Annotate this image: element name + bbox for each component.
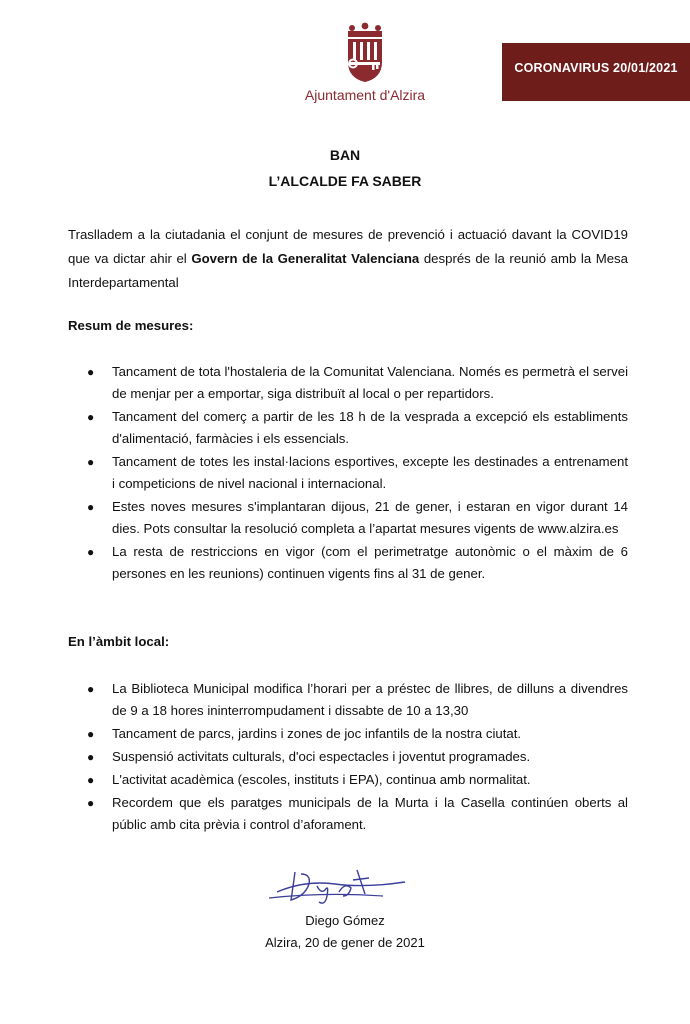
summary-heading: Resum de mesures: <box>68 318 194 333</box>
list-item <box>68 361 628 405</box>
bullet-icon: ● <box>87 455 95 469</box>
bullet-icon: ● <box>87 727 95 741</box>
intro-text-start: Traslladem a la ciutadania el conjunt de mesures de prevenció i actuació davant la COVID19 que va dictar ahir el <box>68 227 628 266</box>
list-item <box>68 496 628 540</box>
bullet-icon: ● <box>87 773 95 787</box>
list-item <box>68 792 628 836</box>
bullet-icon: ● <box>87 750 95 764</box>
signer-name: Diego Gómez <box>305 913 385 928</box>
list-item <box>68 541 628 585</box>
list-item-text: Tancament de parcs, jardins i zones de joc infantils de la nostra ciutat. <box>112 726 522 741</box>
local-heading: En l’àmbit local: <box>68 634 170 649</box>
place-and-date: Alzira, 20 de gener de 2021 <box>265 935 425 950</box>
bullet-icon: ● <box>87 796 95 810</box>
bullet-icon: ● <box>87 682 95 696</box>
list-item <box>68 406 628 450</box>
bullet-icon: ● <box>87 410 95 424</box>
list-item-text: Suspensió activitats culturals, d'oci espectacles i joventut programades. <box>112 749 531 764</box>
municipal-logo <box>300 22 430 112</box>
date-banner: CORONAVIRUS 20/01/2021 <box>502 43 690 101</box>
document-title: BAN <box>329 147 361 163</box>
intro-text-end: després de la reunió amb la Mesa Interdepartamental <box>68 251 628 290</box>
coat-of-arms-icon <box>320 22 410 84</box>
list-item <box>68 769 628 791</box>
local-list <box>68 678 628 837</box>
list-item <box>68 746 628 768</box>
list-item-text: L'activitat acadèmica (escoles, instituts i EPA), continua amb normalitat. <box>112 772 531 787</box>
summary-list <box>68 361 628 586</box>
intro-text-bold: Govern de la Generalitat Valenciana <box>191 251 420 266</box>
document-subtitle: L’ALCALDE FA SABER <box>268 173 422 189</box>
bullet-icon: ● <box>87 545 95 559</box>
bullet-icon: ● <box>87 365 95 379</box>
handwritten-signature-icon <box>265 862 415 912</box>
list-item-text: La Biblioteca Municipal modifica l’horari per a préstec de llibres, de dilluns a divendres de 9 a 18 hores ininterrompudament i dissabte de 10 a 13,30 <box>112 681 628 718</box>
bullet-icon: ● <box>87 500 95 514</box>
list-item-text: La resta de restriccions en vigor (com el perimetratge autonòmic o el màxim de 6 persones en les reunions) continuen vigents fins al 31 de gener. <box>112 544 628 581</box>
intro-paragraph <box>68 223 628 295</box>
list-item <box>68 451 628 495</box>
list-item <box>68 678 628 722</box>
organization-name: Ajuntament d'Alzira <box>304 87 426 103</box>
list-item-text: Tancament del comerç a partir de les 18 h de la vesprada a excepció els establiments d'alimentació, farmàcies i els essencials. <box>112 409 628 446</box>
list-item-text: Tancament de tota l'hostaleria de la Comunitat Valenciana. Només es permetrà el servei de menjar per a emportar, siga distribuït al local o per repartidors. <box>112 364 628 401</box>
list-item-text: Tancament de totes les instal·lacions esportives, excepte les destinades a entrenament i competicions de nivel nacional i internacional. <box>112 454 628 491</box>
list-item-text: Estes noves mesures s'implantaran dijous, 21 de gener, i estaran en vigor durant 14 dies. Pots consultar la resolució completa a l’apartat mesures vigents de www.alzira.es <box>112 499 628 536</box>
list-item <box>68 723 628 745</box>
list-item-text: Recordem que els paratges municipals de la Murta i la Casella continúen oberts al públic amb cita prèvia i control d’aforament. <box>112 795 628 832</box>
